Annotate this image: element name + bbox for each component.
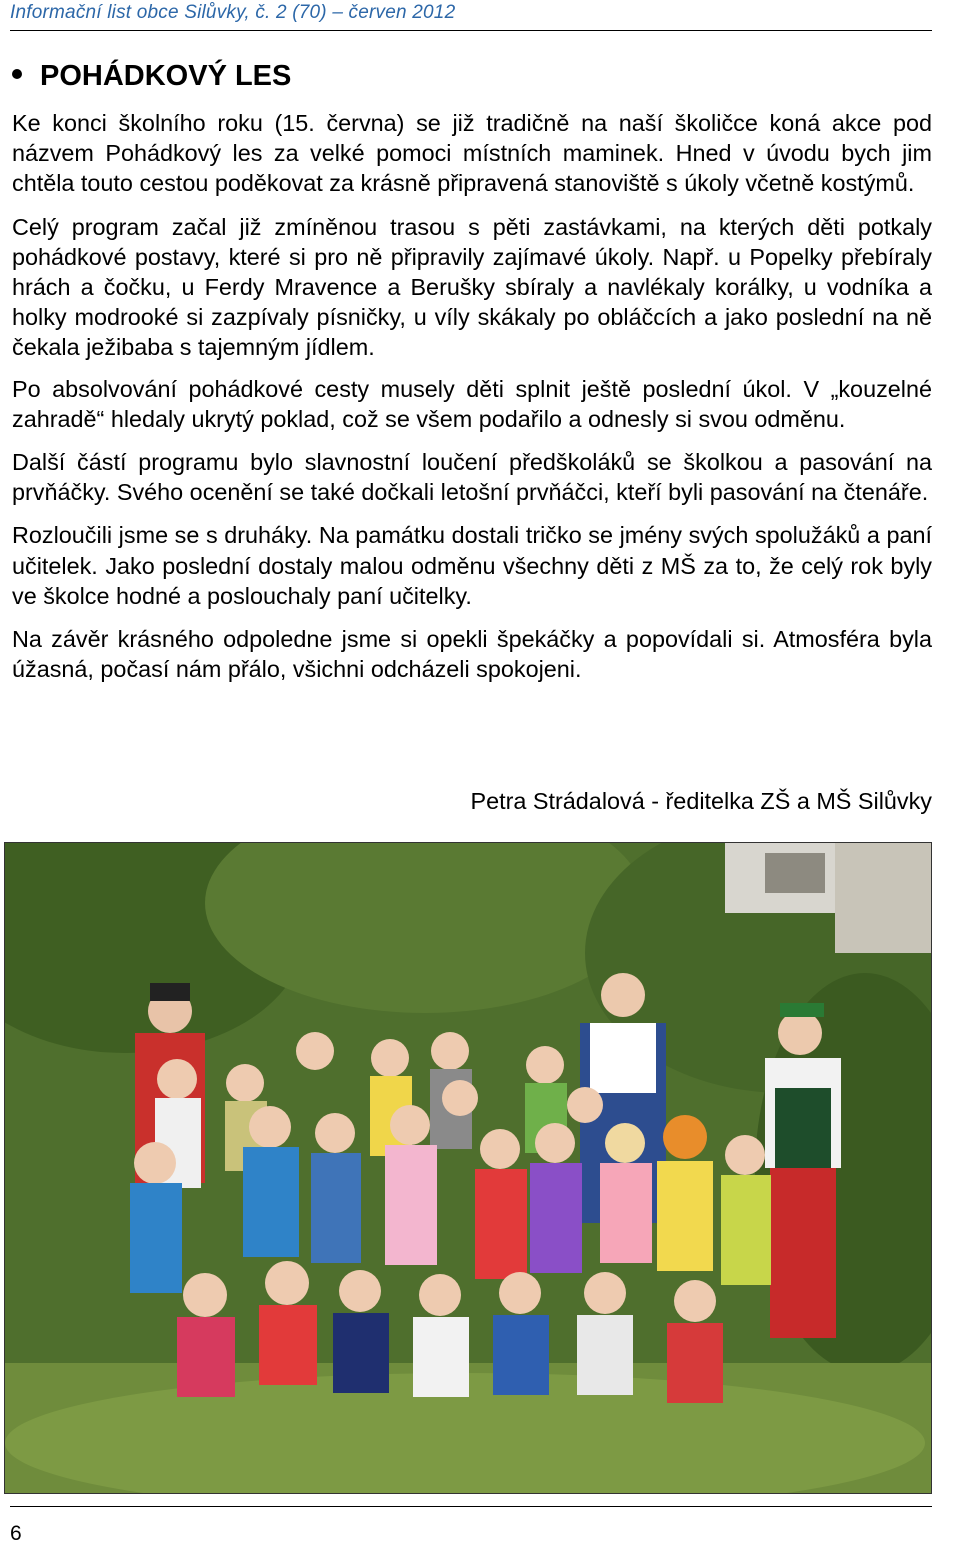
page-number: 6 (10, 1522, 22, 1545)
paragraph-intro: Ke konci školního roku (15. června) se již tradičně na naší školičce koná akce pod názvem Pohádkový les za velké pomoci místních maminek. Hned v úvodu bych jim chtěla touto cestou poděkovat za krásně připravená stanoviště s úkoly včetně kostýmů. (12, 110, 932, 197)
paragraph-second-graders: Rozloučili jsme se s druháky. Na památku dostali tričko se jmény svých spolužáků a paní učitelek. Jako poslední dostaly malou odměnu všechny děti z MŠ za to, že celý rok byly ve školce hodné a poslouchaly paní učitelky. (12, 522, 932, 609)
footer-divider (10, 1506, 932, 1507)
article-signature: Petra Strádalová - ředitelka ZŠ a MŠ Silůvky (470, 788, 932, 814)
paragraph-program: Celý program začal již zmíněnou trasou s pěti zastávkami, na kterých děti potkaly pohádkové postavy, které si pro ně připravily zajímavé úkoly. Např. u Popelky přebíraly hrách a čočku, u Ferdy Mravence a Berušky sbíraly a navlékaly korálky, u vodníka a holky modrooké si zazpívaly písničky, u víly skákaly po obláčcích a jako poslední na ně čekala ježibaba s tajemným jídlem. (12, 213, 932, 361)
article-body (12, 108, 932, 697)
group-photo-illustration (5, 843, 931, 1493)
paragraph-farewell: Další částí programu bylo slavnostní loučení předškoláků se školkou a pasování na prvňáčky. Svého ocenění se také dočkali letošní prvňáčci, kteří byli pasování na čtenáře. (12, 449, 932, 506)
paragraph-last-task: Po absolvování pohádkové cesty musely děti splnit ještě poslední úkol. V „kouzelné zahradě“ hledaly ukrytý poklad, což se všem podařilo a odnesly si svou odměnu. (12, 375, 932, 432)
newsletter-title: Informační list obce Silůvky, č. 2 (70) – červen 2012 (10, 2, 456, 23)
page-header (10, 0, 932, 31)
bullet-icon (12, 69, 22, 79)
article-heading (12, 60, 291, 93)
group-photo (4, 842, 932, 1494)
paragraph-conclusion: Na závěr krásného odpoledne jsme si opekli špekáčky a popovídali si. Atmosféra byla úžasná, počasí nám přálo, všichni odcházeli spokojeni. (12, 626, 932, 683)
article-title: POHÁDKOVÝ LES (40, 60, 292, 92)
